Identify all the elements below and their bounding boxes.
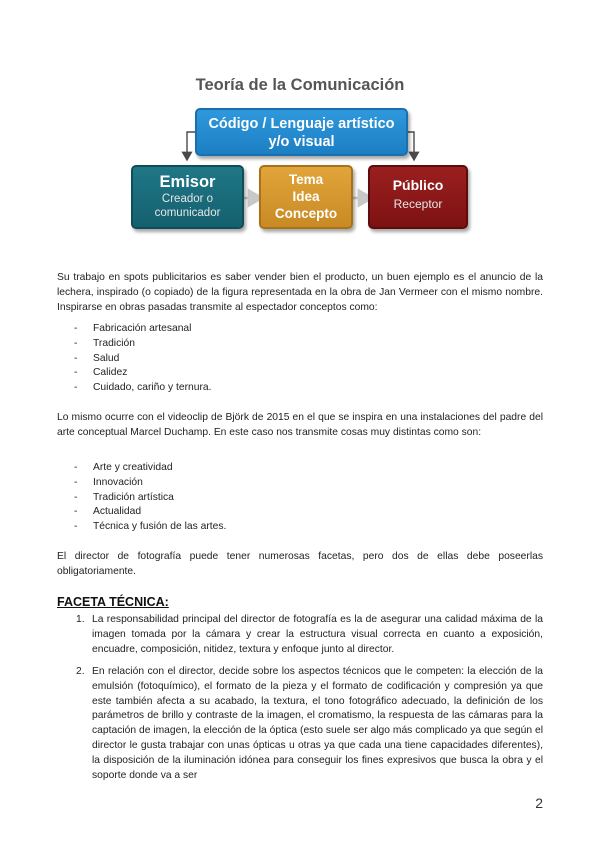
codigo-box — [195, 108, 408, 156]
list-item — [76, 665, 543, 784]
list-item: - Calidez — [74, 366, 211, 381]
communication-diagram — [0, 0, 600, 260]
list-item: - Arte y creatividad — [74, 461, 226, 476]
paragraph-bjork: Lo mismo ocurre con el videoclip de Björk de 2015 en el que se inspira en una instalaciones del padre del arte conceptual Marcel Duchamp. En este caso nos transmite cosas muy distintas como son: — [57, 412, 543, 438]
emisor-line1: Creador o — [161, 193, 214, 205]
concepts-list-2 — [74, 461, 226, 535]
paragraph-spots: Su trabajo en spots publicitarios es saber vender bien el producto, un buen ejemplo es el anuncio de la lechera, inspirado (o copiado) de la figura representada en la obra de Jan Vermeer con el mismo nombre. Inspirarse en obras pasadas transmite al espectador conceptos como: — [57, 272, 543, 313]
emisor-box — [131, 165, 244, 229]
emisor-line2: comunicador — [154, 207, 221, 219]
item-number: 2. — [76, 665, 85, 677]
tema-line3: Concepto — [274, 206, 338, 221]
codigo-line1: Código / Lenguaje artístico — [208, 116, 395, 132]
publico-subtitle: Receptor — [393, 197, 443, 211]
concepts-list-1 — [74, 322, 211, 396]
tema-line2: Idea — [292, 189, 320, 204]
list-item — [76, 613, 543, 658]
item-number: 1. — [76, 614, 85, 625]
diagram-title: Teoría de la Comunicación — [195, 76, 405, 94]
publico-title: Público — [392, 177, 444, 193]
page-number: 2 — [535, 795, 543, 811]
emisor-title: Emisor — [159, 173, 216, 191]
paragraph-facetas: El director de fotografía puede tener numerosas facetas, pero dos de ellas debe poseerlas obligatoriamente. — [57, 551, 543, 577]
list-item: - Actualidad — [74, 505, 226, 520]
publico-box — [368, 165, 468, 229]
tema-box — [259, 165, 353, 229]
section-heading: FACETA TÉCNICA: — [57, 595, 169, 609]
list-item: - Fabricación artesanal — [74, 322, 211, 337]
list-item: - Salud — [74, 352, 211, 367]
technical-facet-list — [76, 613, 543, 784]
list-item: - Innovación — [74, 476, 226, 491]
codigo-line2: y/o visual — [268, 134, 335, 150]
list-item: - Tradición — [74, 337, 211, 352]
item-text: En relación con el director, decide sobre los aspectos técnicos que le competen: la elección de la emulsión (fotoquímico), el formato de la pieza y el formato de codificación y compresión ya que este también afecta a su acabado, la textura, el tono fotográfico adecuado, la definición de los parámetros de brillo y contraste de la imagen, el cromatismo, la respuesta de las cámaras para la captación de imagen, la elección de la óptica (esto suele ser algo más complicado ya que según el director le gusta trabajar con unas ópticas u otras ya que cada una tiene capacidades diferentes), la disposición de la iluminación idónea para conseguir los fines expresivos que busca la obra y el soporte donde va a ser — [92, 665, 543, 782]
list-item: - Cuidado, cariño y ternura. — [74, 381, 211, 396]
item-text: La responsabilidad principal del director de fotografía es la de asegurar una calidad máxima de la imagen tomada por la cámara y crear la estructura visual correcta en cuanto a exposición, encuadre, composición, nitidez, textura y enfoque junto al director. — [92, 614, 543, 655]
list-item: - Técnica y fusión de las artes. — [74, 520, 226, 535]
tema-line1: Tema — [288, 172, 324, 187]
list-item: - Tradición artística — [74, 491, 226, 506]
